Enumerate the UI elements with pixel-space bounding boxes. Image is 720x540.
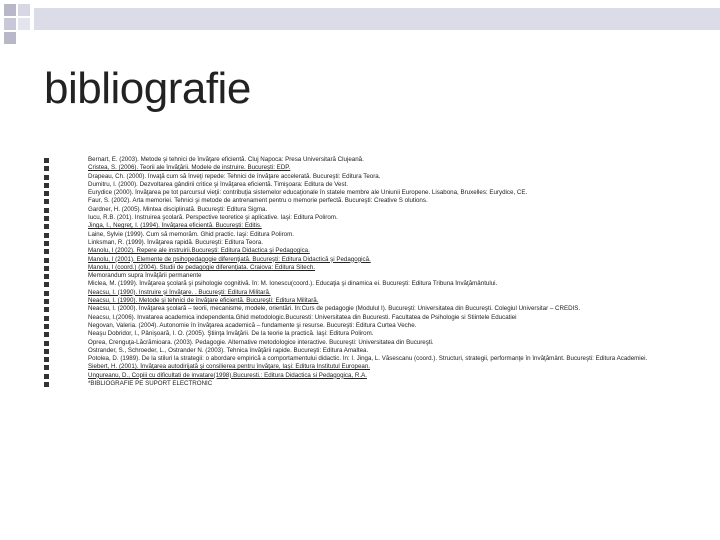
- reference-item: [44, 164, 696, 172]
- reference-item: [44, 347, 696, 355]
- reference-text[interactable]: Manolu, I (2002). Repere ale instruirii.Bucureşti: Editura Didactica şi Pedagogica.: [88, 247, 310, 255]
- reference-text: Neaşu Dobridor, I., Pânişoară, I. O. (2005). Ştiinţa învăţării. De la teorie la practică. Iaşi: Editura Polirom.: [88, 330, 374, 338]
- reference-text: Drapeau, Ch. (2000). Învaţă cum să înveţi repede: Tehnici de învăţare accelerată. Bucureşti: Editura Teora.: [88, 172, 381, 180]
- reference-text: Iucu, R.B. (201). Instruirea şcolară. Perspective teoretice şi aplicative. Iaşi: Editura Polirom.: [88, 214, 338, 222]
- reference-item: [44, 355, 696, 363]
- reference-text: Gardner, H. (2005). Mintea disciplinată. Bucureşti: Editura Sigma.: [88, 205, 268, 213]
- square-bullet-icon: [44, 208, 49, 213]
- reference-item: [44, 189, 696, 197]
- reference-item: [44, 256, 696, 264]
- square-bullet-icon: [44, 357, 49, 362]
- reference-item: [44, 363, 696, 371]
- deco-square: [18, 4, 30, 16]
- square-bullet-icon: [44, 233, 49, 238]
- reference-text: Eurydice (2000). Învăţarea pe tot parcursul vieţii: contribuţia sistemelor educaţionale în statele membre ale Uniunii Europene. Lisabona, Bruxelles: Eurydice, CE.: [88, 189, 528, 197]
- square-bullet-icon: [44, 324, 49, 329]
- square-bullet-icon: [44, 166, 49, 171]
- reference-item: [44, 372, 696, 380]
- reference-item: [44, 305, 696, 313]
- reference-text[interactable]: Neacsu, I. (1990). Metode şi tehnici de învăţare eficientă. Bucureşti: Editura Militară.: [88, 297, 319, 305]
- reference-text: Potolea, D. (1989). De la stiluri la strategii: o abordare empirică a comportamentului didactic. In: I. Jinga, L. Văsescanu (coord.). Structuri, strategii, performanţe în învăţământ. Bucureşti: Editura Academiei.: [88, 355, 648, 363]
- square-bullet-icon: [44, 349, 49, 354]
- square-bullet-icon: [44, 199, 49, 204]
- square-bullet-icon: [44, 224, 49, 229]
- reference-item: [44, 280, 696, 288]
- square-bullet-icon: [44, 216, 49, 221]
- square-bullet-icon: [44, 332, 49, 337]
- square-bullet-icon: [44, 341, 49, 346]
- square-bullet-icon: [44, 282, 49, 287]
- square-bullet-icon: [44, 183, 49, 188]
- reference-item: [44, 272, 696, 280]
- reference-item: [44, 339, 696, 347]
- reference-item: [44, 173, 696, 181]
- reference-text[interactable]: Ungureanu, D., Copiii cu dificultati de invatare(1998).Bucuresti.: Editura Didactica si Pedagogica, R.A.: [88, 371, 367, 379]
- square-bullet-icon: [44, 274, 49, 279]
- reference-text: Laine, Sylvie (1999). Cum să memorăm. Ghid practic. Iaşi: Editura Polirom.: [88, 230, 294, 238]
- square-bullet-icon: [44, 191, 49, 196]
- reference-item: [44, 247, 696, 255]
- reference-text: Faur, S. (2002). Arta memoriei. Tehnici şi metode de antrenament pentru o memorie perfectă. Bucureşti: Creative S olutions.: [88, 197, 428, 205]
- square-bullet-icon: [44, 382, 49, 387]
- reference-list: [44, 156, 696, 388]
- reference-text: Miclea, M. (1999). Învăţarea şcolară şi psihologie cognitivă. În: M. Ionescu(coord.). Educaţia şi dinamica ei. Bucureşti: Editura Tribuna Învăţământului.: [88, 280, 498, 288]
- reference-item: [44, 239, 696, 247]
- reference-item: [44, 314, 696, 322]
- reference-item: [44, 330, 696, 338]
- deco-square: [4, 4, 16, 16]
- page-title: bibliografie: [44, 64, 251, 113]
- square-bullet-icon: [44, 299, 49, 304]
- reference-text: Bernart, E. (2003). Metode şi tehnici de învăţare eficientă. Cluj Napoca: Presa Universitară Clujeană.: [88, 156, 364, 163]
- reference-item: [44, 156, 696, 164]
- deco-square: [18, 18, 30, 30]
- reference-text[interactable]: Cristea, S. (2006). Teorii ale învăţării. Modele de instruire. Bucureşti: EDP.: [88, 164, 291, 172]
- reference-item: [44, 206, 696, 214]
- reference-text: Oprea, Crenguţa-Lăcrămioara. (2003). Pedagogie. Alternative metodologice interactive. Bucureşti: Universitatea din Bucureşti.: [88, 338, 434, 346]
- reference-text: Dumitru, I. (2000). Dezvoltarea gândirii critice şi învăţarea eficientă. Timişoara: Editura de Vest.: [88, 180, 348, 188]
- square-bullet-icon: [44, 365, 49, 370]
- reference-text: *BIBLIOGRAFIE PE SUPORT ELECTRONIC: [88, 380, 213, 388]
- reference-item: [44, 289, 696, 297]
- deco-bar: [34, 8, 720, 30]
- square-bullet-icon: [44, 258, 49, 263]
- reference-item: [44, 380, 696, 388]
- reference-text: Ostrander, S., Schroeder, L., Ostrander N. (2003). Tehnica învăţării rapide. Bucureşti: Editura Amaltea.: [88, 346, 369, 354]
- reference-text: Memorandum supra învăţării permanente: [88, 272, 202, 280]
- deco-square: [4, 32, 16, 44]
- reference-item: [44, 264, 696, 272]
- square-bullet-icon: [44, 374, 49, 379]
- square-bullet-icon: [44, 249, 49, 254]
- reference-item: [44, 181, 696, 189]
- deco-square: [4, 18, 16, 30]
- square-bullet-icon: [44, 175, 49, 180]
- reference-item: [44, 214, 696, 222]
- reference-text[interactable]: Manolu, I (2001). Elemente de psihopedagogie diferenţiată. Bucureşti: Editura Didactică şi Pedagogică.: [88, 255, 371, 263]
- reference-item: [44, 322, 696, 330]
- reference-text: Neacsu, I.(2006). Invatarea academica independenta.Ghid metodologic.Bucuresti: Universitatea din Bucuresti. Facultatea de Psihologie si Stiintele Educatiei: [88, 313, 517, 321]
- reference-text[interactable]: Neacsu, I. (1990). Instruire şi învăţare. . Bucureşti: Editura Militară.: [88, 288, 271, 296]
- reference-item: [44, 297, 696, 305]
- reference-text[interactable]: Siebert, H. (2001). Învăţarea autodirijată şi consilierea pentru învăţare, Iaşi: Editura Institutul European.: [88, 363, 371, 371]
- reference-text[interactable]: Manolu, I (coord.) (2004). Studii de pedagogie diferenţiata. Craiova: Editura Sitech.: [88, 263, 316, 271]
- reference-text: Linksman, R. (1999). Învăţarea rapidă. Bucureşti: Editura Teora.: [88, 238, 263, 246]
- square-bullet-icon: [44, 241, 49, 246]
- reference-item: [44, 222, 696, 230]
- square-bullet-icon: [44, 291, 49, 296]
- square-bullet-icon: [44, 266, 49, 271]
- reference-text: Neacsu, I. (2000). Învăţarea şcolară – teorii, mecanisme, modele, orientări. În:Curs de pedagogie (Modulul I). Bucureşti: Universitatea din Bucureşti. Colegiul Universitar – CREDIS.: [88, 305, 581, 313]
- reference-item: [44, 231, 696, 239]
- square-bullet-icon: [44, 158, 49, 163]
- reference-item: [44, 197, 696, 205]
- square-bullet-icon: [44, 316, 49, 321]
- square-bullet-icon: [44, 307, 49, 312]
- reference-text[interactable]: Jinga, I., Negreţ, I. (1994). Învăţarea eficientă. Bucureşti: Editis.: [88, 222, 262, 230]
- reference-text: Negovan, Valeria. (2004). Autonomie în învăţarea academică – fundamente şi resurse. Bucureşti: Editura Curtea Veche.: [88, 321, 417, 329]
